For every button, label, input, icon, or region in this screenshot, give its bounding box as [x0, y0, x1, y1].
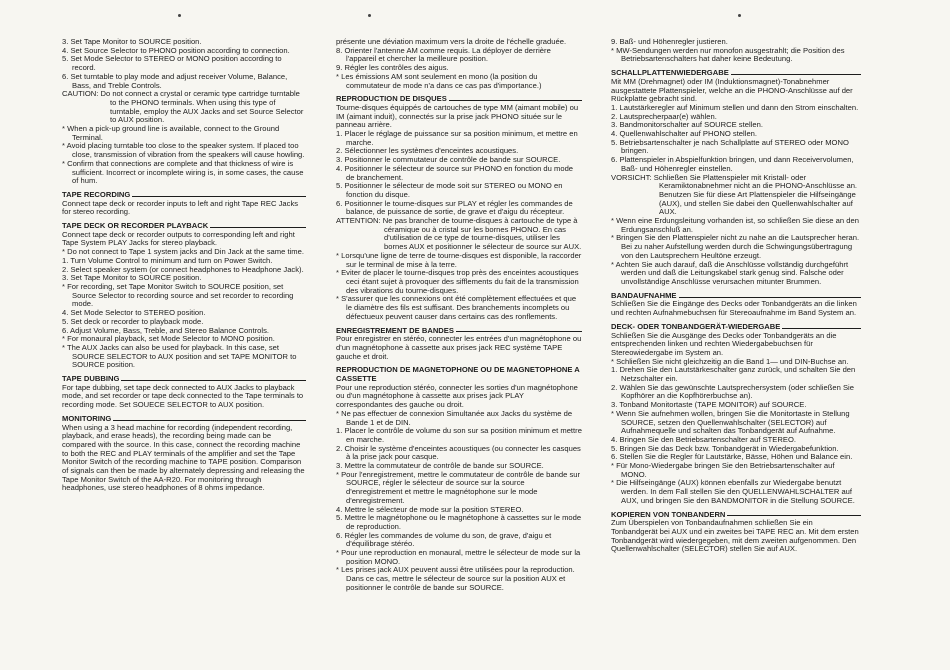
- list-item: 2. Lautsprecherpaar(e) wählen.: [611, 111, 717, 121]
- list-item: * Schließen Sie nicht gleichzeitig an die Band 1— und DIN-Buchse an.: [611, 356, 849, 366]
- list-item: 1. Drehen Sie den Lautstärkeschalter ganz zurück, und schalten Sie den Netzschalter ein.: [611, 365, 856, 384]
- disques-steps: [336, 130, 582, 217]
- list-item: 1. Lautstärkeregler auf Minimum stellen und dann den Strom einschalten.: [611, 102, 859, 112]
- heading-playback: TAPE DECK OR RECORDER PLAYBACK: [62, 222, 306, 231]
- heading-enregistrement: ENREGISTREMENT DE BANDES: [336, 327, 582, 336]
- paragraph: Schließen Sie die Ausgänge des Decks oder Tonbandgeräts an die entsprechenden linken und rechten Wiedergabebuchsen für Stereowiedergabe im System an.: [611, 330, 837, 357]
- vorsicht-note: VORSICHT: Schließen Sie Plattenspieler mit Kristall- oder Keramiktonabnehmer nicht an die PHONO-Anschlüsse an. Benutzen Sie für diese Art Plattenspieler die Hilfseingänge (AUX), und stellen Sie dabei den Quellenwahlschalter auf AUX.: [611, 172, 858, 217]
- list-item: 5. Betriebsartenschalter je nach Schallplatte auf STEREO oder MONO bringen.: [611, 137, 849, 156]
- heading-kopieren: KOPIEREN VON TONBANDERN: [611, 511, 861, 520]
- list-item: * Pour une reproduction en monaural, mettre le sélecteur de mode sur la position MONO.: [336, 548, 581, 566]
- list-item: 6. Set turntable to play mode and adjust receiver Volume, Balance, Bass, and Treble Controls.: [62, 71, 288, 90]
- list-item: 6. Positionner le tourne-disques sur PLAY et régler les commandes de balance, de puissance de sortie, de grave et d'aigu du récepteur.: [336, 198, 573, 217]
- paragraph: When using a 3 head machine for recording (independent recording, playback, and erase heads), the recording being made can be compared with the source. In this case, connect the recording machine to both the REC and PLAY terminals of the amplifier and set the Tape Monitor Switch of the recording machine to TAPE position. Comparison of signals can then be made by alternately depressing and releasing the Tape Monitor Switch of the AA-R20. For monitoring through headphones, use stereo headphones of 8 ohms impedance.: [62, 422, 305, 493]
- paragraph: Pour une reproduction stéréo, connecter les sorties d'un magnétophone ou d'un magnétophone à cassette aux prises jack PLAY correspondantes des gauche ou droit.: [336, 382, 578, 410]
- heading-deck-wiedergabe: DECK- ODER TONBANDGERÄT-WIEDERGABE: [611, 323, 861, 332]
- list-item: 8. Orienter l'antenne AM comme requis. La déployer de derrière l'appareil et chercher la meilleure position.: [336, 45, 551, 64]
- column-french: [336, 38, 582, 593]
- list-item: 6. Plattenspieler in Abspielfunktion bringen, und dann Receivervolumen, Baß- und Höhenregler einstellen.: [611, 155, 854, 173]
- list-item: 6. Régler les commandes de volume du son, de grave, d'aigu et d'équilibrage stéréo.: [336, 530, 552, 549]
- list-item: * Ne pas effectuer de connexion Simultanée aux Jacks du système de Bande 1 et de DIN.: [336, 408, 573, 427]
- heading-magnetophone: REPRODUCTION DE MAGNETOPHONE OU DE MAGNETOPHONE A CASSETTE: [336, 366, 582, 383]
- list-item: 3. Bandmonitorschalter auf SOURCE stellen.: [611, 120, 763, 130]
- list-item: * Les prises jack AUX peuvent aussi être utilisées pour la reproduction. Dans ce cas, mettre le sélecteur de source sur la position AUX et positionner le contrôle de bande sur SOURCE.: [336, 565, 575, 592]
- list-item: 3. Set Tape Monitor to SOURCE position.: [62, 37, 202, 46]
- paragraph: For tape dubbing, set tape deck connected to AUX Jacks to playback mode, and set recorder or tape deck connected to the Tape terminals to recording mode. Set SOUECE SELECTOR to AUX position.: [62, 382, 304, 410]
- list-item: 4. Positionner le sélecteur de source sur PHONO en fonction du mode de branchement.: [336, 163, 574, 182]
- list-item: * Confirm that connections are complete and that thickness of wire is sufficient. Incorrect or incomplete wiring is, in some cases, the cause of hum.: [62, 158, 304, 186]
- list-item: 9. Régler les contrôles des aigus.: [336, 63, 449, 73]
- schall-steps: [611, 104, 861, 174]
- list-item: * Avoid placing turntable too close to the speaker system. If placed too close, transmission of vibration from the speakers will cause howling.: [62, 141, 305, 160]
- list-item: 3. Tonband Monitortaste (TAPE MONITOR) auf SOURCE.: [611, 400, 807, 410]
- schall-notes: [611, 217, 861, 287]
- scan-mark: [368, 14, 371, 17]
- list-item: 5. Set Mode Selector to STEREO or MONO position according to record.: [62, 54, 282, 73]
- list-item: présente une déviation maximum vers la droite de l'échelle graduée.: [336, 37, 567, 46]
- column-german: [611, 38, 861, 554]
- caution-note: CAUTION: Do not connect a crystal or ceramic type cartridge turntable to the PHONO terminals. When using this type of turntable, employ the AUX Jacks and set Source Selector to AUX position.: [62, 89, 304, 125]
- attention-note: ATTENTION: Ne pas brancher de tourne-disques à cartouche de type à céramique ou à cristal sur les bornes PHONO. En cas d'utilisation de ce type de tourne-disques, utiliser les bornes AUX et positionner le sélecteur de source sur AUX.: [336, 216, 582, 252]
- list-item: * Lorsqu'une ligne de terre de tourne-disques est disponible, la raccorder sur le terminal de mise à la terre.: [336, 250, 582, 269]
- heading-schallplatten: SCHALLPLATTENWIEDERGABE: [611, 69, 861, 78]
- list-item: * For recording, set Tape Monitor Switch to SOURCE position, set Source Selector to recording source and set recorder to recording mode.: [62, 281, 294, 309]
- list-item: 2. Choisir le système d'enceintes acoustiques (ou connecter les casques à la prise jack pour casque.: [336, 443, 581, 462]
- list-item: * The AUX Jacks can also be used for playback. In this case, set SOURCE SELECTOR to AUX position and set TAPE MONITOR to SOURCE position.: [62, 342, 297, 370]
- list-item: * Wenn Sie aufnehmen wollen, bringen Sie die Monitortaste in Stellung SOURCE, setzen den Quellenwahlschalter (SELECTOR) auf Aufnahmequelle und schalten das Tonbandgerät auf Aufnahme.: [611, 408, 850, 436]
- list-item: 4. Set Source Selector to PHONO position according to connection.: [62, 45, 290, 55]
- setup-steps: [62, 38, 306, 186]
- heading-dubbing: TAPE DUBBING: [62, 375, 306, 384]
- heading-tape-recording: TAPE RECORDING: [62, 191, 306, 200]
- playback-steps: [62, 248, 306, 370]
- list-item: * Eviter de placer le tourne-disques trop près des enceintes acoustiques ceci étant sujet à provoquer des sifflements du fait de la transmission des vibrations du tourne-disques.: [336, 268, 579, 295]
- list-item: 3. Set Tape Monitor to SOURCE position.: [62, 273, 202, 283]
- list-item: * When a pick-up ground line is available, connect to the Ground Terminal.: [62, 124, 280, 142]
- list-item: * MW-Sendungen werden nur monofon ausgestrahlt; die Position des Betriebsartenschalters hat daher keine Bedeutung.: [611, 45, 845, 64]
- column-english: [62, 38, 306, 493]
- list-item: 1. Turn Volume Control to minimum and turn on Power Switch.: [62, 255, 273, 265]
- tuner-steps: [336, 38, 582, 90]
- list-item: 4. Quellenwahlschalter auf PHONO stellen.: [611, 129, 758, 139]
- list-item: * For monaural playback, set Mode Selector to MONO position.: [62, 334, 275, 344]
- list-item: * S'assurer que les connexions ont été complètement effectuées et que le diamètre des fils est suffisant. Des branchements incomplets ou défectueux peuvent causer dans certains cas des ronflements.: [336, 294, 577, 321]
- list-item: * Achten Sie auch darauf, daß die Anschlüsse vollständig durchgeführt werden und daß die Leitungskabel stark genug sind. Falsche oder unvollständige Anschlüsse verursachen mitunter Brummen.: [611, 259, 849, 286]
- list-item: 6. Adjust Volume, Bass, Treble, and Stereo Balance Controls.: [62, 325, 270, 335]
- list-item: 2. Select speaker system (or connect headphones to Headphone Jack).: [62, 264, 304, 274]
- list-item: * Wenn eine Erdungsleitung vorhanden ist, so schließen Sie diese an den Erdungsanschluß an.: [611, 216, 859, 234]
- list-item: * Les émissions AM sont seulement en mono (la position du commutateur de mode n'a dans ce cas pas d'importance.): [336, 71, 542, 90]
- list-item: 4. Bringen Sie den Betriebsartenschalter auf STEREO.: [611, 434, 796, 444]
- list-item: * Die Hilfseingänge (AUX) können ebenfalls zur Wiedergabe benutzt werden. In dem Fall stellen Sie den QUELLENWAHLSCHALTER auf AUX, und bringen Sie den BANDMONITOR in die Stellung SOURCE.: [611, 478, 855, 505]
- magneto-steps: [336, 410, 582, 593]
- heading-bandaufnahme: BANDAUFNAHME: [611, 292, 861, 301]
- list-item: 4. Set Mode Selector to STEREO position.: [62, 308, 206, 318]
- list-item: 5. Bringen Sie das Deck bzw. Tonbandgerät in Wiedergabefunktion.: [611, 443, 839, 453]
- list-item: * Bringen Sie den Plattenspieler nicht zu nahe an die Lautsprecher heran. Bei zu naher Aufstellung werden durch die Schwingungsübertragung von den Lautsprechern Heultöne erzeugt.: [611, 233, 860, 260]
- list-item: 9. Baß- und Höhenregler justieren.: [611, 37, 728, 46]
- disques-notes: [336, 252, 582, 322]
- paragraph: Pour enregistrer en stéréo, connecter les entrées d'un magnétophone ou d'un magnétophone à cassette aux prises jack REC système TAPE gauche et droit.: [336, 334, 582, 361]
- list-item: * Für Mono-Wiedergabe bringen Sie den Betriebsartenschalter auf MONO.: [611, 461, 835, 479]
- paragraph: Schließen Sie die Eingänge des Decks oder Tonbandgeräts an die linken und rechten Aufnahmebuchsen für Stereoaufnahme im Band System an.: [611, 299, 857, 318]
- list-item: 1. Placer le contrôle de volume du son sur sa position minimum et mettre en marche.: [336, 426, 582, 444]
- paragraph: Connect tape deck or recorder outputs to corresponding left and right Tape System PLAY Jacks for stereo playback.: [62, 229, 295, 248]
- paragraph: Connect tape deck or recorder inputs to left and right Tape REC Jacks for stereo recording.: [62, 198, 299, 217]
- list-item: 3. Mettre la commutateur de contrôle de bande sur SOURCE.: [336, 461, 544, 471]
- list-item: 2. Sélectionner les systèmes d'enceintes acoustiques.: [336, 146, 519, 156]
- list-item: 4. Mettre le sélecteur de mode sur la position STEREO.: [336, 504, 524, 514]
- heading-monitoring: MONITORING: [62, 415, 306, 424]
- paragraph: Mit MM (Drehmagnet) oder IM (Induktionsmagnet)-Tonabnehmer ausgestattete Plattenspieler, welche an die PHONO-Anschlüsse auf der Rückplatte gebracht sind.: [611, 76, 853, 104]
- list-item: 5. Positionner le sélecteur de mode soit sur STEREO ou MONO en fonction du disque.: [336, 181, 563, 199]
- list-item: * Do not connect to Tape 1 system jacks and Din Jack at the same time.: [62, 247, 304, 257]
- list-item: 5. Mettre le magnétophone ou le magnétophone à cassettes sur le mode de reproduction.: [336, 513, 582, 531]
- heading-disques: REPRODUCTION DE DISQUES: [336, 95, 582, 104]
- scan-mark: [738, 14, 741, 17]
- list-item: 5. Set deck or recorder to playback mode.: [62, 316, 204, 326]
- list-item: 6. Stellen Sie die Regler für Lautstärke, Bässe, Höhen und Balance ein.: [611, 452, 853, 462]
- paragraph: Zum Überspielen von Tonbandaufnahmen schließen Sie ein Tonbandgerät bei AUX und ein zweites bei TAPE REC an. Mit dem ersten Tonbandgerät wird wiedergegeben, mit dem zweiten aufgenommen. Den Quellenwahlschalter (SELECTOR) stellen Sie auf AUX.: [611, 518, 859, 554]
- list-item: 3. Positionner le commutateur de contrôle de bande sur SOURCE.: [336, 155, 561, 165]
- list-item: 1. Placer le réglage de puissance sur sa position minimum, et mettre en marche.: [336, 129, 578, 147]
- list-item: 2. Wählen Sie das gewünschte Lautsprechersystem (oder schließen Sie Kopfhörer an die Kopfhörerbuchse an).: [611, 382, 854, 401]
- list-item: * Pour l'enregistrement, mettre le commutateur de contrôle de bande sur SOURCE, régler le sélecteur de source sur la source d'enregistrement et mettre le magnétophone sur le mode d'enregistrement.: [336, 469, 581, 505]
- tuner-steps: [611, 38, 861, 64]
- paragraph: Tourne-disques équippés de cartouches de type MM (aimant mobile) ou IM (aimant induit), connectés sur la prise jack PHONO située sur le panneau arrière.: [336, 102, 579, 130]
- scan-mark: [178, 14, 181, 17]
- deck-steps: [611, 358, 861, 506]
